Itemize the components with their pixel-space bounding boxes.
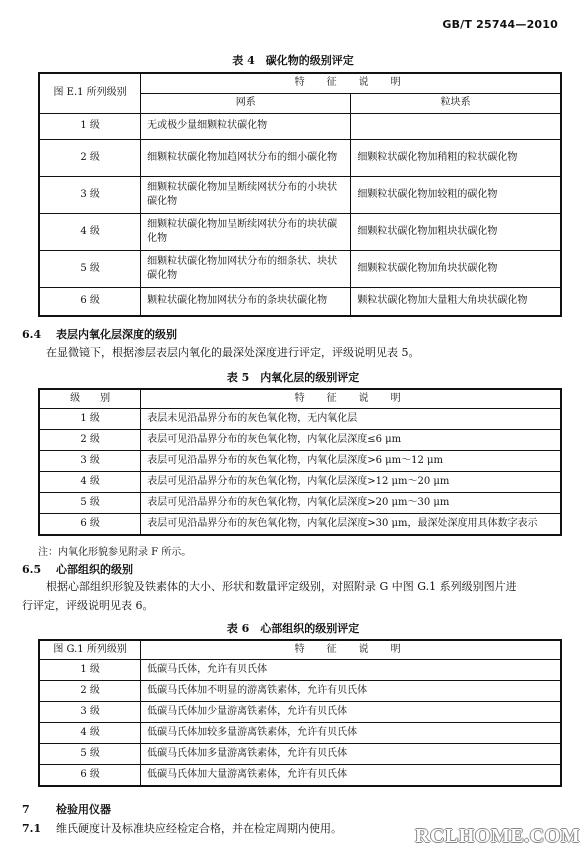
section-title: 心部组织的级别 [56, 563, 133, 576]
section-number: 6.5 [22, 563, 42, 576]
section-6-4-heading [22, 326, 177, 342]
table-row [39, 113, 561, 139]
table-cell-grain: 细颗粒状碳化物加较粗的碳化物 [351, 176, 561, 213]
table-cell-desc: 低碳马氏体加较多量游离铁素体，允许有贝氏体 [141, 723, 561, 744]
table-cell-level: 5 级 [39, 493, 141, 514]
table-cell-desc: 表层未见沿晶界分布的灰色氧化物，无内氧化层 [141, 409, 561, 430]
table-cell-level: 4 级 [39, 213, 141, 250]
table-cell-desc: 低碳马氏体加多量游离铁素体，允许有贝氏体 [141, 744, 561, 765]
table-row [39, 176, 561, 213]
table5-caption: 表 5 内氧化层的级别评定 [226, 371, 360, 384]
table-cell-net: 细颗粒状碳化物加趋网状分布的细小碳化物 [141, 139, 351, 176]
table5-note: 注：内氧化形貌参见附录 F 所示。 [38, 547, 192, 558]
table-cell-level: 6 级 [39, 765, 141, 786]
table5-header-feature: 特 征 说 明 [141, 389, 561, 409]
table-cell-level: 3 级 [39, 176, 141, 213]
table4-subheader-net: 网系 [141, 93, 351, 113]
section-7-heading [22, 801, 111, 817]
table-cell-net: 细颗粒状碳化物加呈断续网状分布的小块状碳化物 [141, 176, 351, 213]
table-cell-desc: 表层可见沿晶界分布的灰色氧化物，内氧化层深度>12 μm～20 μm [141, 472, 561, 493]
table-cell-level: 2 级 [39, 681, 141, 702]
table-cell-desc: 低碳马氏体加大量游离铁素体，允许有贝氏体 [141, 765, 561, 786]
table-cell-desc: 表层可见沿晶界分布的灰色氧化物，内氧化层深度>20 μm～30 μm [141, 493, 561, 514]
table-cell-level: 4 级 [39, 472, 141, 493]
section-6-5-heading [22, 561, 133, 577]
table-cell-level: 1 级 [39, 409, 141, 430]
table-row [39, 514, 561, 535]
table-cell-net: 无或极少量细颗粒状碳化物 [141, 113, 351, 139]
table-cell-level: 5 级 [39, 250, 141, 287]
table4-subheader-grain: 粒块系 [351, 93, 561, 113]
table-cell-level: 3 级 [39, 451, 141, 472]
table-cell-grain [351, 113, 561, 139]
watermark: RCLHOME.COM [415, 825, 580, 847]
table-row [39, 250, 561, 287]
table-cell-level: 6 级 [39, 514, 141, 535]
table-cell-grain: 颗粒状碳化物加大量粗大角块状碳化物 [351, 287, 561, 316]
table4-header-feature: 特 征 说 明 [141, 73, 561, 93]
section-7-1 [22, 821, 342, 837]
table-row [39, 723, 561, 744]
section-number: 6.4 [22, 328, 42, 341]
table-cell-level: 1 级 [39, 660, 141, 681]
table-row [39, 430, 561, 451]
table-row [39, 681, 561, 702]
table-cell-desc: 表层可见沿晶界分布的灰色氧化物，内氧化层深度≤6 μm [141, 430, 561, 451]
table-cell-net: 细颗粒状碳化物加呈断续网状分布的块状碳化物 [141, 213, 351, 250]
table5 [38, 388, 562, 536]
section-title: 表层内氧化层深度的级别 [56, 328, 177, 341]
table6-caption: 表 6 心部组织的级别评定 [226, 622, 360, 635]
table-cell-level: 1 级 [39, 113, 141, 139]
table-row [39, 472, 561, 493]
table-row [39, 702, 561, 723]
standard-number: GB/T 25744—2010 [442, 18, 558, 31]
section-title: 检验用仪器 [56, 803, 111, 816]
section-number: 7.1 [22, 822, 42, 835]
table-row [39, 213, 561, 250]
table-row [39, 287, 561, 316]
table-cell-desc: 表层可见沿晶界分布的灰色氧化物，内氧化层深度>30 μm，最深处深度用具体数字表示 [141, 514, 561, 535]
table-row [39, 660, 561, 681]
section-6-4-paragraph: 在显微镜下，根据渗层表层内氧化的最深处深度进行评定，评级说明见表 5。 [46, 346, 420, 359]
table4-header-level: 图 E.1 所列级别 [39, 73, 141, 113]
table6-header-level: 图 G.1 所列级别 [39, 640, 141, 660]
section-number: 7 [22, 803, 30, 816]
table5-header-level: 级 别 [39, 389, 141, 409]
table-cell-desc: 低碳马氏体，允许有贝氏体 [141, 660, 561, 681]
table-row [39, 139, 561, 176]
table-row [39, 409, 561, 430]
table-cell-desc: 表层可见沿晶界分布的灰色氧化物，内氧化层深度>6 μm～12 μm [141, 451, 561, 472]
table-cell-grain: 细颗粒状碳化物加稍粗的粒状碳化物 [351, 139, 561, 176]
table-cell-grain: 细颗粒状碳化物加角块状碳化物 [351, 250, 561, 287]
table-cell-level: 3 级 [39, 702, 141, 723]
table-cell-desc: 低碳马氏体加少量游离铁素体，允许有贝氏体 [141, 702, 561, 723]
table-cell-level: 4 级 [39, 723, 141, 744]
table-cell-grain: 细颗粒状碳化物加粗块状碳化物 [351, 213, 561, 250]
section-7-1-text: 维氏硬度计及标准块应经检定合格，并在检定周期内使用。 [56, 822, 342, 835]
table-cell-net: 细颗粒状碳化物加网状分布的细条状、块状碳化物 [141, 250, 351, 287]
table-cell-net: 颗粒状碳化物加网状分布的条块状碳化物 [141, 287, 351, 316]
section-6-5-paragraph-line2: 行评定，评级说明见表 6。 [22, 599, 154, 612]
table4-caption: 表 4 碳化物的级别评定 [232, 54, 354, 67]
table-cell-level: 6 级 [39, 287, 141, 316]
table-cell-level: 2 级 [39, 139, 141, 176]
table-cell-level: 5 级 [39, 744, 141, 765]
table4 [38, 72, 562, 317]
table-row [39, 765, 561, 786]
table-row [39, 493, 561, 514]
table6-header-feature: 特 征 说 明 [141, 640, 561, 660]
table-cell-level: 2 级 [39, 430, 141, 451]
table-cell-desc: 低碳马氏体加不明显的游离铁素体，允许有贝氏体 [141, 681, 561, 702]
table-row [39, 744, 561, 765]
table-row [39, 451, 561, 472]
table6 [38, 639, 562, 787]
section-6-5-paragraph-line1: 根据心部组织形貌及铁素体的大小、形状和数量评定级别，对照附录 G 中图 G.1 系列级别图片进 [46, 580, 517, 593]
